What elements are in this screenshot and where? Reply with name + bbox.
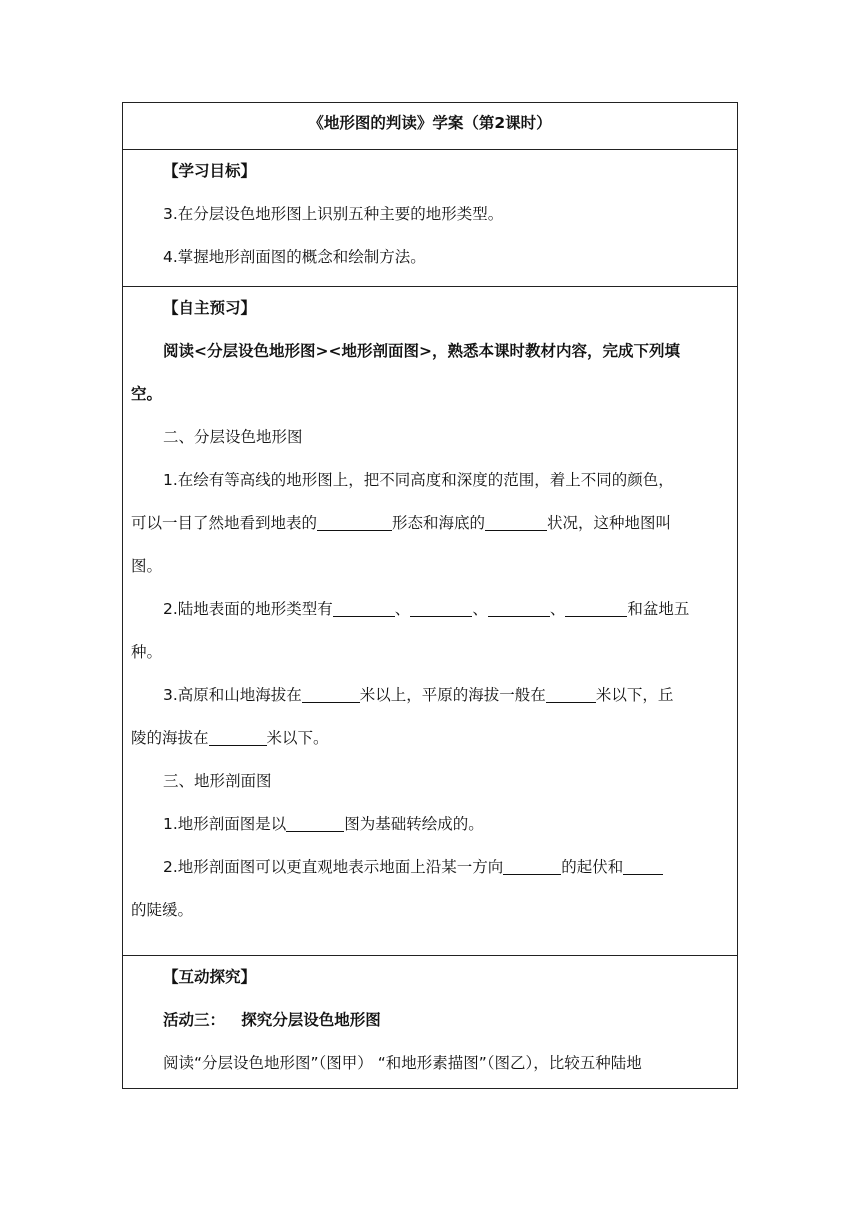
question-3-text: 3.高原和山地海拔在 米以上，平原的海拔一般在 米以下，丘 [163,686,674,704]
question-1-cont: 可以一目了然地看到地表的 形态和海底的 状况，这种地图叫 [131,514,672,532]
section-title-profile: 三、地形剖面图 [163,772,272,790]
fill-blank[interactable] [286,815,344,832]
question-2-end: 种。 [131,643,163,661]
profile-question-2: 2.地形剖面图可以更直观地表示地面上沿某一方向 的起伏和 [131,846,729,889]
profile-question-2-cont: 的陡缓。 [131,901,194,919]
question-1-end: 图。 [131,557,163,575]
preview-heading: 【自主预习】 [163,299,257,317]
objectives-heading: 【学习目标】 [163,162,257,180]
fill-blank[interactable] [488,600,550,617]
fill-blank[interactable] [302,686,360,703]
section-title-layered-map: 二、分层设色地形图 [163,428,303,446]
question-3-cont: 陵的海拔在 米以下。 [131,729,329,747]
profile-question-1: 1.地形剖面图是以 图为基础转绘成的。 [163,815,484,833]
preview-instruction: 阅读<分层设色地形图><地形剖面图>，熟悉本课时教材内容，完成下列填 [163,342,680,360]
fill-blank[interactable] [209,729,267,746]
fill-blank[interactable] [410,600,472,617]
fill-blank[interactable] [317,514,392,531]
question-2-text: 2.陆地表面的地形类型有 、 、 、 和盆地五 [163,600,690,618]
fill-blank[interactable] [333,600,395,617]
preview-instruction-cont: 空。 [131,385,163,403]
activity-text: 阅读“分层设色地形图”（图甲） “和地形素描图”（图乙），比较五种陆地 [163,1054,642,1072]
fill-blank[interactable] [623,858,663,875]
objective-item: 3.在分层设色地形图上识别五种主要的地形类型。 [163,205,504,223]
objectives-section [123,150,738,287]
explore-section [123,956,738,1089]
explore-heading: 【互动探究】 [163,968,257,986]
fill-blank[interactable] [503,858,561,875]
document-title: 《地形图的判读》学案（第2课时） [123,103,738,150]
question-1-text: 1.在绘有等高线的地形图上，把不同高度和深度的范围，着上不同的颜色， [163,471,674,489]
lesson-plan-table [122,102,738,1089]
fill-blank[interactable] [565,600,627,617]
fill-blank[interactable] [546,686,596,703]
fill-blank[interactable] [485,514,547,531]
activity-title: 活动三： 探究分层设色地形图 [163,1011,381,1029]
preview-section [123,287,738,956]
objective-item: 4.掌握地形剖面图的概念和绘制方法。 [163,248,426,266]
